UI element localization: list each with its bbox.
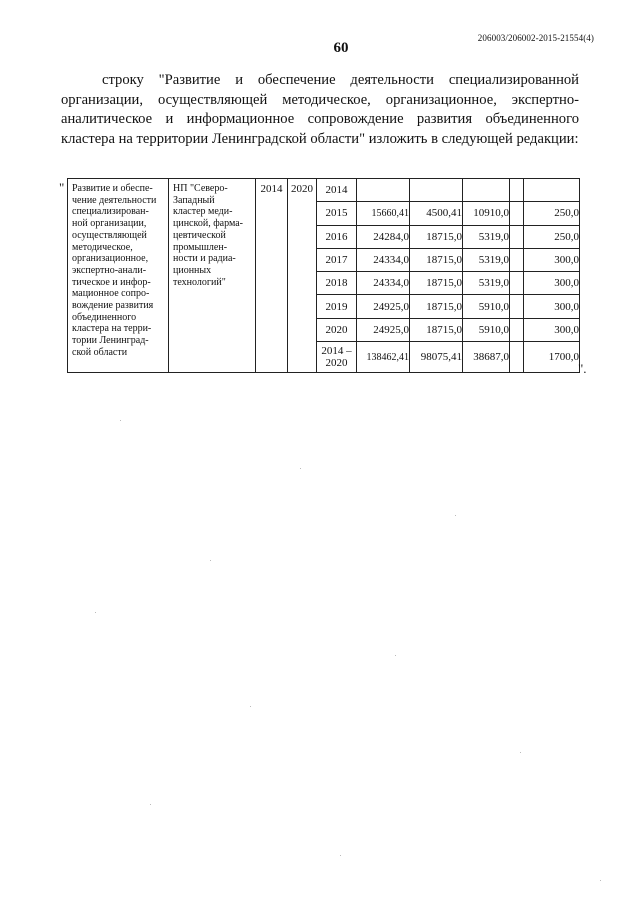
- federal-cell: 4500,41: [410, 202, 463, 225]
- program-line: объединенного: [72, 311, 137, 323]
- scan-speck: [600, 880, 601, 881]
- end-year-cell: 2020: [288, 179, 317, 373]
- year-cell: 2019: [317, 295, 357, 318]
- executor-line: ности и радиа-: [173, 253, 236, 265]
- year-cell: 2018: [317, 272, 357, 295]
- other-cell: 300,0: [524, 248, 580, 271]
- program-line: тическое и инфор-: [72, 276, 151, 288]
- total-cell: 138462,41: [357, 342, 410, 373]
- period-line: 2020: [325, 357, 348, 370]
- executor-line: кластер меди-: [173, 206, 233, 218]
- other-cell: [524, 179, 580, 202]
- local-cell: [510, 295, 524, 318]
- program-line: чение деятельности: [72, 194, 157, 206]
- closing-quote: ".: [578, 361, 587, 376]
- other-cell: 250,0: [524, 202, 580, 225]
- executor-cell: [169, 179, 256, 373]
- other-cell: 300,0: [524, 318, 580, 341]
- scan-speck: [95, 612, 96, 613]
- regional-cell: 5319,0: [463, 248, 510, 271]
- executor-line: цевтической: [173, 229, 226, 241]
- scan-speck: [150, 804, 151, 805]
- local-cell: [510, 318, 524, 341]
- total-cell: 24925,0: [357, 295, 410, 318]
- scan-speck: [455, 515, 456, 516]
- federal-cell: 18715,0: [410, 272, 463, 295]
- total-cell: [357, 179, 410, 202]
- federal-cell: 98075,41: [410, 342, 463, 373]
- table-row: [68, 179, 580, 202]
- scan-speck: [395, 655, 396, 656]
- total-cell: 24925,0: [357, 318, 410, 341]
- intro-paragraph: [61, 71, 579, 149]
- period-cell: [317, 342, 357, 373]
- executor-line: промышлен-: [173, 241, 228, 253]
- scan-speck: [340, 855, 341, 856]
- other-cell: 300,0: [524, 295, 580, 318]
- local-cell: [510, 179, 524, 202]
- scan-speck: [520, 752, 521, 753]
- scan-speck: [120, 420, 121, 421]
- program-table: [67, 178, 580, 373]
- executor-line: ционных: [173, 264, 212, 276]
- scan-speck: [210, 560, 211, 561]
- year-cell: 2014: [317, 179, 357, 202]
- executor-line: цинской, фарма-: [173, 218, 243, 230]
- scan-speck: [250, 706, 251, 707]
- regional-cell: 5910,0: [463, 295, 510, 318]
- program-name-cell: [68, 179, 169, 373]
- program-line: тории Ленинград-: [72, 335, 149, 347]
- regional-cell: [463, 179, 510, 202]
- program-line: кластера на терри-: [72, 323, 152, 335]
- opening-quote: ": [59, 180, 65, 195]
- intro-line: строку "Развитие и обеспечение деятельности специализированной: [102, 72, 579, 88]
- program-line: осуществляющей: [72, 229, 147, 241]
- regional-cell: 10910,0: [463, 202, 510, 225]
- local-cell: [510, 272, 524, 295]
- program-line: ской области: [72, 346, 128, 358]
- intro-line: аналитическое и информационное сопровождение развития объединенного: [61, 111, 579, 127]
- other-cell: 250,0: [524, 225, 580, 248]
- program-line: ной организации,: [72, 218, 147, 230]
- executor-line: НП "Северо-: [173, 183, 228, 194]
- federal-cell: 18715,0: [410, 248, 463, 271]
- regional-cell: 5910,0: [463, 318, 510, 341]
- year-cell: 2017: [317, 248, 357, 271]
- year-cell: 2020: [317, 318, 357, 341]
- program-line: вождение развития: [72, 300, 154, 312]
- federal-cell: [410, 179, 463, 202]
- local-cell: [510, 342, 524, 373]
- program-line: Развитие и обеспе-: [72, 183, 153, 194]
- program-line: специализирован-: [72, 206, 149, 218]
- intro-line: кластера на территории Ленинградской области" изложить в следующей редакции:: [61, 130, 579, 147]
- executor-line: Западный: [173, 194, 215, 206]
- total-cell: 24334,0: [357, 248, 410, 271]
- other-cell: 300,0: [524, 272, 580, 295]
- other-cell: 1700,0: [524, 342, 580, 373]
- program-line: мационное сопро-: [72, 288, 150, 300]
- federal-cell: 18715,0: [410, 225, 463, 248]
- program-line: организационное,: [72, 253, 149, 265]
- executor-line: технологий": [173, 276, 226, 288]
- year-cell: 2015: [317, 202, 357, 225]
- federal-cell: 18715,0: [410, 318, 463, 341]
- regional-cell: 38687,0: [463, 342, 510, 373]
- federal-cell: 18715,0: [410, 295, 463, 318]
- year-cell: 2016: [317, 225, 357, 248]
- regional-cell: 5319,0: [463, 272, 510, 295]
- scan-speck: [300, 468, 301, 469]
- page-number: 60: [333, 40, 349, 56]
- local-cell: [510, 248, 524, 271]
- document-code: 206003/206002-2015-21554(4): [477, 33, 594, 43]
- local-cell: [510, 202, 524, 225]
- total-cell: 24334,0: [357, 272, 410, 295]
- local-cell: [510, 225, 524, 248]
- intro-line: организации, осуществляющей методическое, организационное, экспертно-: [61, 91, 579, 108]
- total-cell: 24284,0: [357, 225, 410, 248]
- total-cell: 15660,41: [357, 202, 410, 225]
- period-line: 2014 –: [321, 345, 352, 358]
- regional-cell: 5319,0: [463, 225, 510, 248]
- program-line: методическое,: [72, 241, 133, 253]
- program-line: экспертно-анали-: [72, 264, 147, 276]
- start-year-cell: 2014: [256, 179, 288, 373]
